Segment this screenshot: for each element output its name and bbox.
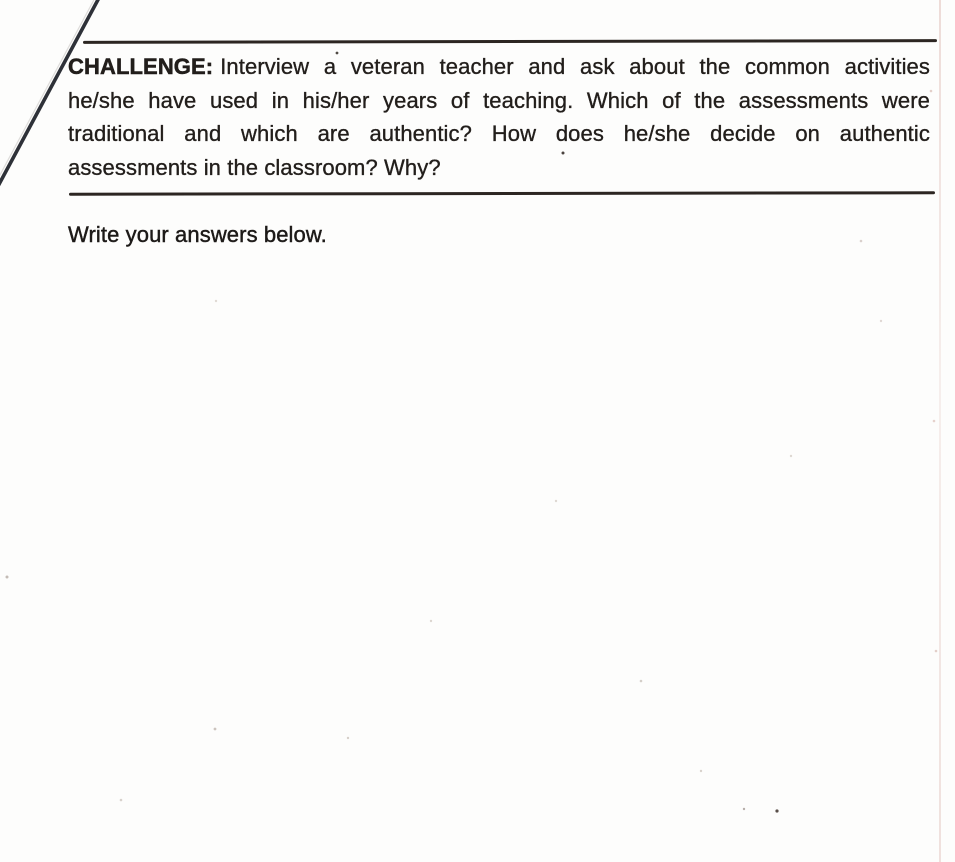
- write-answers-instruction: Write your answers below.: [68, 222, 327, 247]
- challenge-label: CHALLENGE:: [68, 54, 214, 79]
- scan-noise-speckles: [0, 0, 2, 2]
- answer-writing-space: [0, 260, 955, 862]
- challenge-paragraph: [68, 50, 930, 184]
- challenge-line-1: [68, 50, 930, 84]
- challenge-line-3: traditional and which are authentic? How does he/she decide on authentic: [68, 121, 930, 146]
- challenge-box-bottom-rule: [69, 191, 935, 196]
- challenge-line-1-text: Interview a veteran teacher and ask about the common activities: [220, 54, 930, 79]
- challenge-line-4: assessments in the classroom? Why?: [68, 154, 441, 180]
- challenge-box-top-rule: [83, 39, 937, 44]
- challenge-line-2: he/she have used in his/her years of teaching. Which of the assessments were: [68, 87, 930, 113]
